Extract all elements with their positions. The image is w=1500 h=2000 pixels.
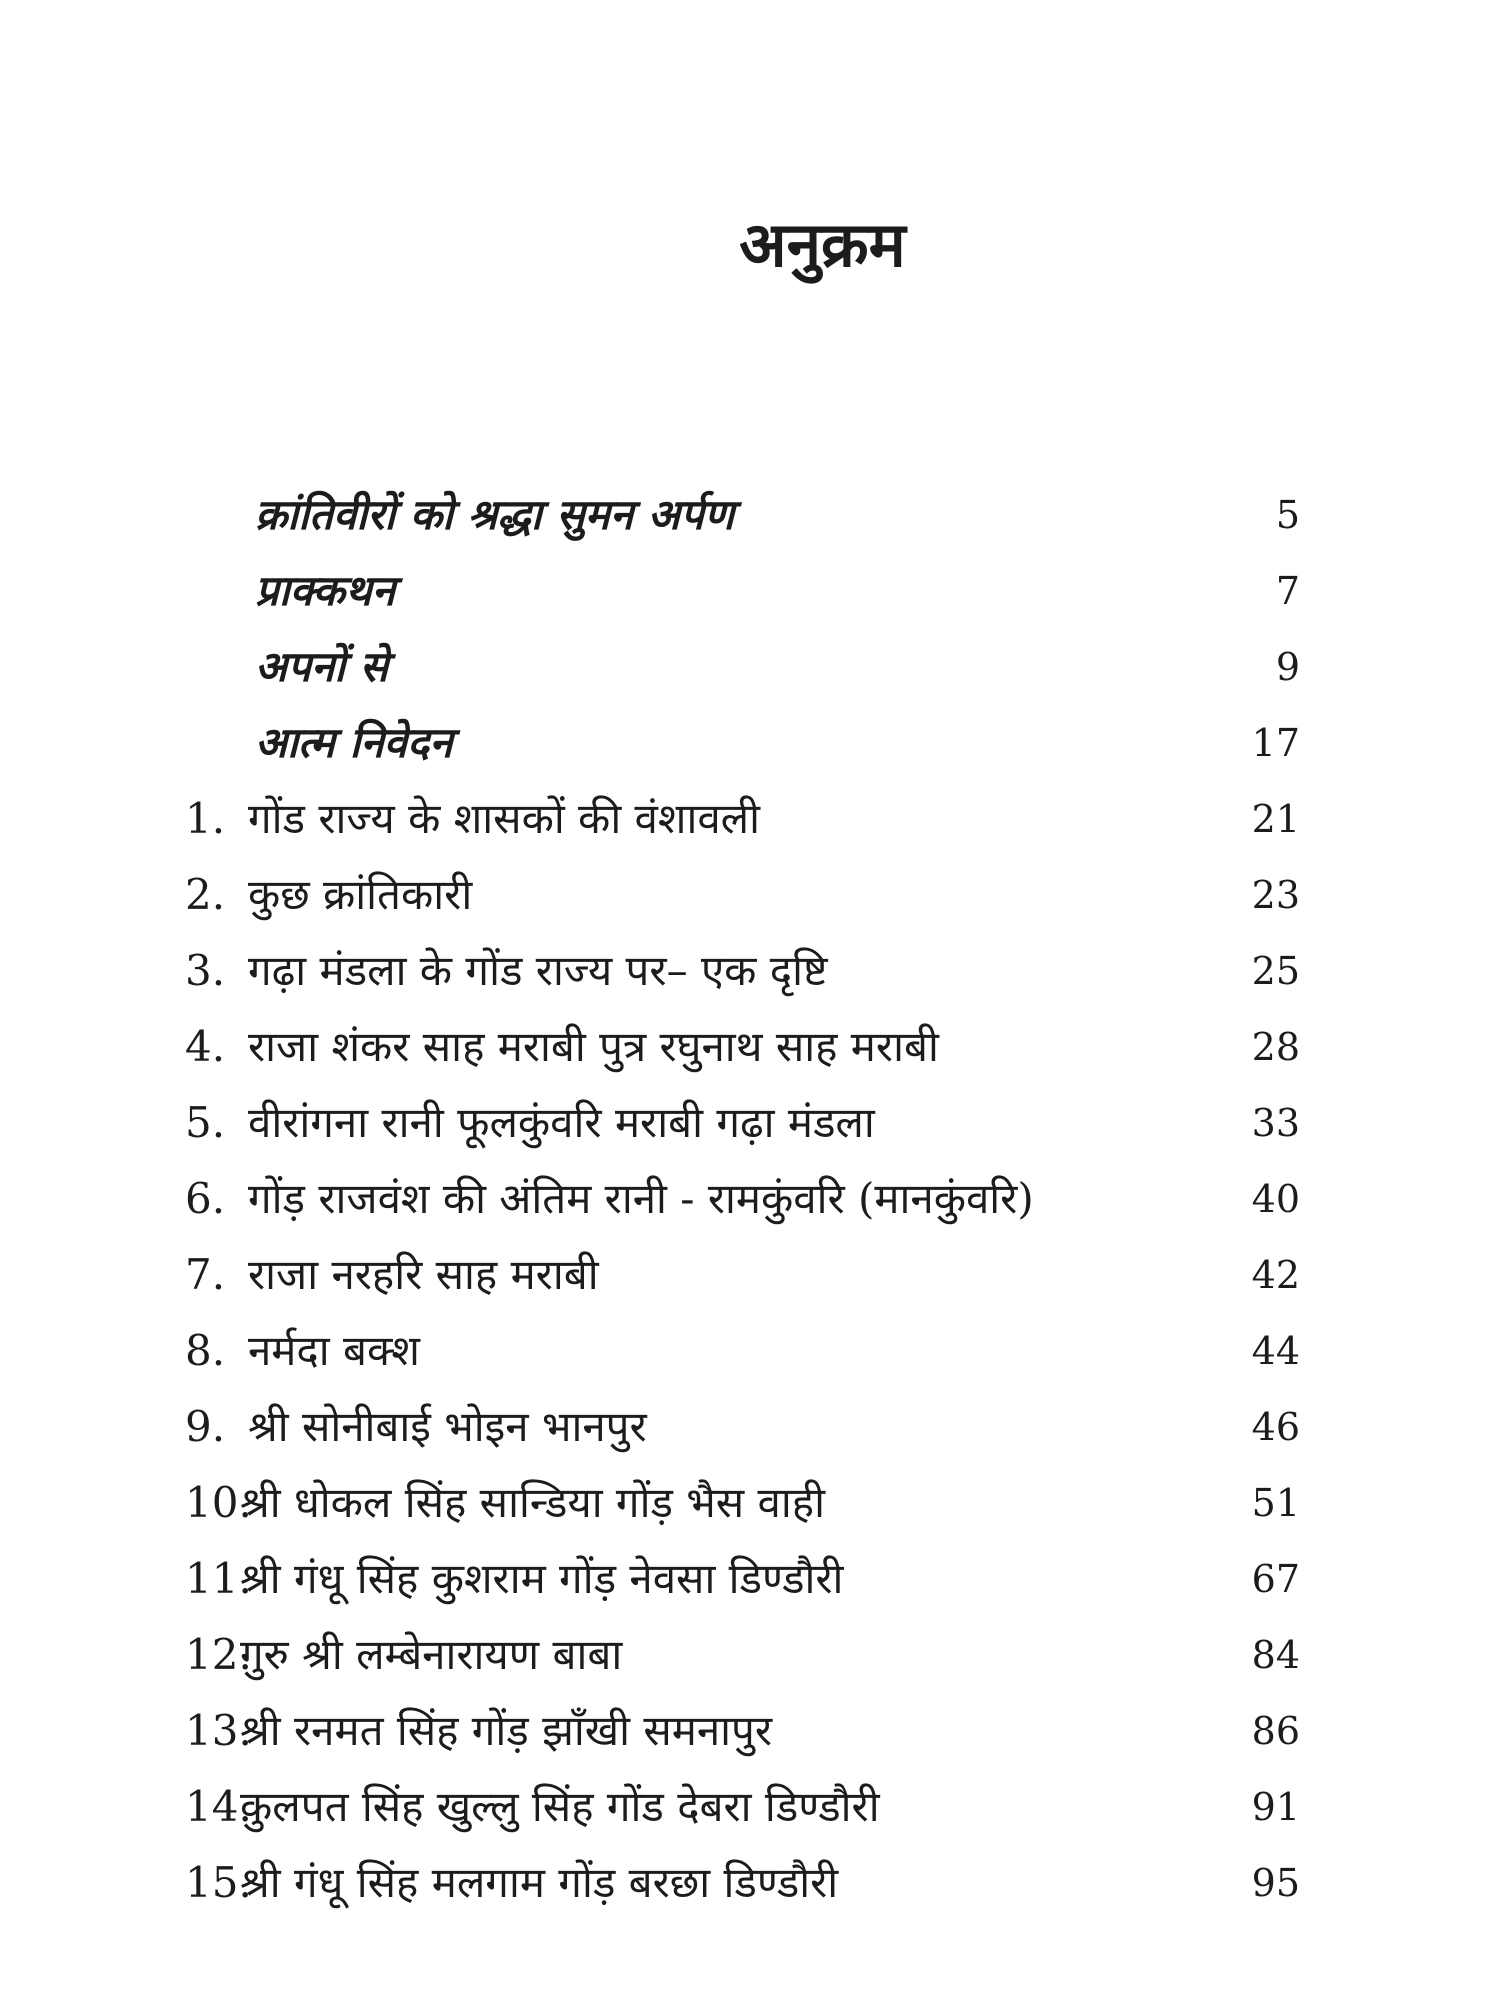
toc-entry-number: 3.	[185, 946, 226, 995]
toc-entry-page: 7	[1275, 569, 1300, 613]
toc-entry-page: 42	[1251, 1253, 1300, 1297]
toc-entry-chapter-7[interactable]	[0, 1237, 1500, 1313]
toc-entry-page: 84	[1251, 1633, 1300, 1677]
toc-entry-label: गोंड़ राजवंश की अंतिम रानी - रामकुंवरि (मानकुंवरि)	[248, 1174, 1034, 1223]
toc-entry-label: अपनों से	[255, 642, 389, 691]
toc-entry-number: 2.	[185, 870, 226, 919]
toc-entry-chapter-9[interactable]	[0, 1389, 1500, 1465]
toc-entry-number: 4.	[185, 1022, 226, 1071]
toc-entry-page: 9	[1275, 645, 1300, 689]
toc-entry-number: 13.	[185, 1706, 252, 1755]
toc-entry-chapter-12[interactable]	[0, 1617, 1500, 1693]
toc-entry-number: 14.	[185, 1782, 252, 1831]
toc-entry-page: 5	[1275, 493, 1300, 537]
toc-entry-number: 5.	[185, 1098, 226, 1147]
toc-entry-label: श्री गंधू सिंह मलगाम गोंड़ बरछा डिण्डौरी	[240, 1858, 839, 1907]
toc-entry-label: वीरांगना रानी फूलकुंवरि मराबी गढ़ा मंडला	[248, 1098, 875, 1147]
toc-entry-page: 17	[1251, 721, 1300, 765]
toc-entry-page: 28	[1251, 1025, 1300, 1069]
toc-entry-page: 67	[1251, 1557, 1300, 1601]
toc-entry-chapter-8[interactable]	[0, 1313, 1500, 1389]
toc-entry-number: 12.	[185, 1630, 252, 1679]
toc-entry-number: 11.	[185, 1554, 252, 1603]
toc-entry-number: 15.	[185, 1858, 252, 1907]
toc-entry-number: 9.	[185, 1402, 226, 1451]
toc-entry-label: गढ़ा मंडला के गोंड राज्य पर– एक दृष्टि	[248, 946, 828, 995]
toc-entry-label: आत्म निवेदन	[255, 718, 453, 767]
toc-entry-number: 1.	[185, 794, 226, 843]
toc-entry-label: कुलपत सिंह खुल्लु सिंह गोंड देबरा डिण्डौरी	[240, 1782, 880, 1831]
toc-entry-chapter-10[interactable]	[0, 1465, 1500, 1541]
toc-entry-page: 44	[1251, 1329, 1300, 1373]
toc-entry-page: 86	[1251, 1709, 1300, 1753]
toc-entry-page: 40	[1251, 1177, 1300, 1221]
toc-entry-chapter-4[interactable]	[0, 1009, 1500, 1085]
toc-entry-number: 7.	[185, 1250, 226, 1299]
toc-entry-chapter-11[interactable]	[0, 1541, 1500, 1617]
toc-entry-chapter-5[interactable]	[0, 1085, 1500, 1161]
toc-entry-front-2[interactable]	[0, 553, 1500, 629]
page-title: अनुक्रम	[739, 208, 906, 281]
toc-entry-front-3[interactable]	[0, 629, 1500, 705]
toc-entry-label: श्री रनमत सिंह गोंड़ झाँखी समनापुर	[240, 1706, 773, 1755]
toc-entry-chapter-14[interactable]	[0, 1769, 1500, 1845]
toc-entry-chapter-3[interactable]	[0, 933, 1500, 1009]
toc-entry-label: श्री सोनीबाई भोइन भानपुर	[248, 1402, 647, 1451]
toc-entry-chapter-15[interactable]	[0, 1845, 1500, 1921]
toc-entry-label: श्री धोकल सिंह सान्डिया गोंड़ भैस वाही	[240, 1478, 825, 1527]
toc-entry-page: 95	[1251, 1861, 1300, 1905]
toc-entry-page: 33	[1251, 1101, 1300, 1145]
toc-entry-page: 91	[1251, 1785, 1300, 1829]
toc-entry-number: 10.	[185, 1478, 252, 1527]
toc-entry-label: प्राक्कथन	[255, 566, 396, 615]
toc-entry-label: कुछ क्रांतिकारी	[248, 870, 473, 919]
toc-entry-front-1[interactable]	[0, 477, 1500, 553]
toc-entry-chapter-6[interactable]	[0, 1161, 1500, 1237]
toc-entry-page: 25	[1251, 949, 1300, 993]
toc-entry-label: राजा शंकर साह मराबी पुत्र रघुनाथ साह मराबी	[248, 1022, 939, 1071]
toc-entry-page: 51	[1251, 1481, 1300, 1525]
toc-entry-label: राजा नरहरि साह मराबी	[248, 1250, 599, 1299]
toc-entry-label: गोंड राज्य के शासकों की वंशावली	[248, 794, 761, 843]
toc-entry-number: 6.	[185, 1174, 226, 1223]
toc-entry-number: 8.	[185, 1326, 226, 1375]
toc-entry-page: 21	[1251, 797, 1300, 841]
toc-entry-label: क्रांतिवीरों को श्रद्धा सुमन अर्पण	[255, 490, 735, 539]
toc-entry-label: श्री गंधू सिंह कुशराम गोंड़ नेवसा डिण्डौरी	[240, 1554, 844, 1603]
toc-entry-chapter-13[interactable]	[0, 1693, 1500, 1769]
toc-entry-label: नर्मदा बक्श	[248, 1326, 420, 1375]
toc-entry-label: गुरु श्री लम्बेनारायण बाबा	[240, 1630, 623, 1679]
toc-entry-page: 23	[1251, 873, 1300, 917]
toc-entry-front-4[interactable]	[0, 705, 1500, 781]
toc-entry-page: 46	[1251, 1405, 1300, 1449]
toc-entry-chapter-1[interactable]	[0, 781, 1500, 857]
toc-entry-chapter-2[interactable]	[0, 857, 1500, 933]
